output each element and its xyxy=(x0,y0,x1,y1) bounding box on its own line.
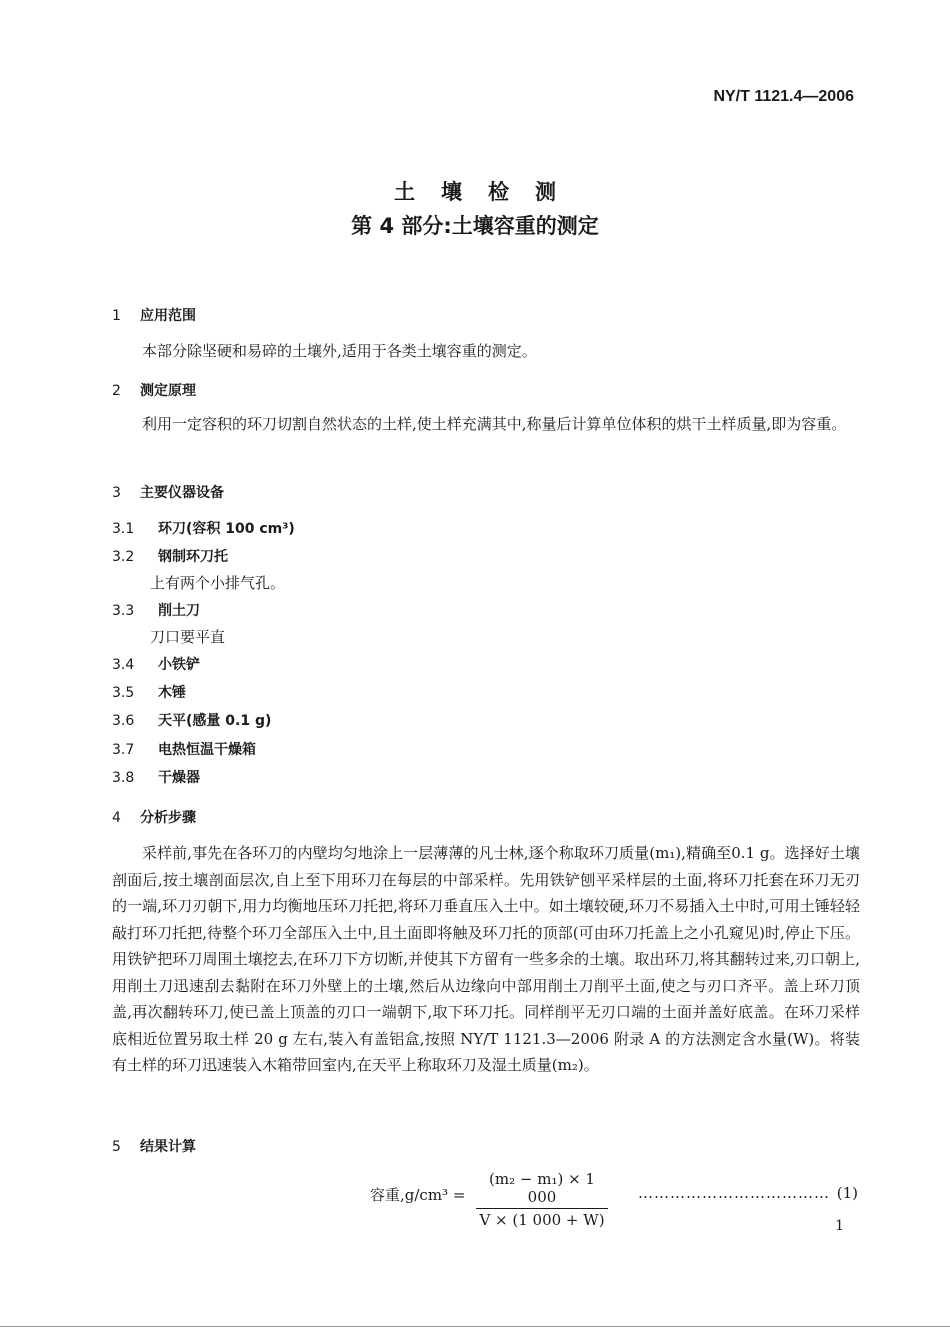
item-label: 钢制环刀托 xyxy=(158,549,228,565)
item-label: 电热恒温干燥箱 xyxy=(158,742,256,758)
item-3-2 xyxy=(112,546,228,566)
item-3-3-note: 刀口要平直 xyxy=(150,628,226,646)
section-title: 主要仪器设备 xyxy=(140,485,224,501)
item-3-8 xyxy=(112,767,200,787)
section-1-text: 本部分除坚硬和易碎的土壤外,适用于各类土壤容重的测定。 xyxy=(142,342,537,360)
item-label: 环刀(容积 100 cm³) xyxy=(158,521,295,537)
section-title: 分析步骤 xyxy=(140,810,196,826)
item-label: 削土刀 xyxy=(158,603,200,619)
formula-denominator: V × (1 000 + W) xyxy=(479,1211,605,1229)
section-2-text: 利用一定容积的环刀切割自然状态的土样,使土样充满其中,称量后计算单位体积的烘干土样质量,即为容重。 xyxy=(142,415,847,433)
section-title: 测定原理 xyxy=(140,383,196,399)
item-number: 3.2 xyxy=(112,549,135,565)
formula-numerator: (m₂ − m₁) × 1 000 xyxy=(476,1170,608,1209)
section-number: 4 xyxy=(112,810,121,826)
formula-leader-dots: ……………………………… xyxy=(638,1184,830,1202)
item-3-2-note: 上有两个小排气孔。 xyxy=(150,574,286,592)
item-label: 小铁铲 xyxy=(158,657,200,673)
item-number: 3.6 xyxy=(112,713,135,729)
section-3-heading xyxy=(112,482,224,502)
item-number: 3.3 xyxy=(112,603,135,619)
section-5-heading xyxy=(112,1136,196,1156)
equation-number: (1) xyxy=(836,1184,858,1202)
section-1-heading xyxy=(112,305,196,325)
item-label: 干燥器 xyxy=(158,770,200,786)
item-number: 3.4 xyxy=(112,657,135,673)
item-3-3 xyxy=(112,600,200,620)
section-4-heading xyxy=(112,807,196,827)
standard-code: NY/T 1121.4—2006 xyxy=(713,88,854,105)
item-number: 3.8 xyxy=(112,770,135,786)
item-number: 3.5 xyxy=(112,685,135,701)
item-label: 木锤 xyxy=(158,685,186,701)
item-number: 3.7 xyxy=(112,742,135,758)
document-subtitle: 第 4 部分:土壤容重的测定 xyxy=(351,214,599,238)
item-3-1 xyxy=(112,518,295,538)
section-title: 结果计算 xyxy=(140,1139,196,1155)
section-2-heading xyxy=(112,380,196,400)
item-3-6 xyxy=(112,710,271,730)
section-number: 2 xyxy=(112,383,121,399)
bottom-edge-line xyxy=(0,1326,950,1327)
item-label: 天平(感量 0.1 g) xyxy=(158,713,272,729)
item-3-7 xyxy=(112,739,256,759)
formula-fraction xyxy=(476,1170,608,1229)
document-title: 土壤检测 xyxy=(394,180,582,204)
formula-lhs: 容重,g/cm³ = xyxy=(370,1186,466,1204)
item-3-4 xyxy=(112,654,200,674)
item-3-5 xyxy=(112,682,186,702)
section-4-text: 采样前,事先在各环刀的内壁均匀地涂上一层薄薄的凡士林,逐个称取环刀质量(m₁),精确至0.1 g。选择好土壤剖面后,按土壤剖面层次,自上至下用环刀在每层的中部采样。先用铁铲刨平采样层的土面,将环刀托套在环刀无刃的一端,环刀刃朝下,用力均衡地压环刀托把,将环刀垂直压入土中。如土壤较硬,环刀不易插入土中时,可用土锤轻轻敲打环刀托把,待整个环刀全部压入土中,且土面即将触及环刀托的顶部(可由环刀托盖上之小孔窥见)时,停止下压。用铁铲把环刀周围土壤挖去,在环刀下方切断,并使其下方留有一些多余的土壤。取出环刀,将其翻转过来,刃口朝上,用削土刀迅速刮去黏附在环刀外壁上的土壤,然后从边缘向中部用削土刀削平土面,使之与刃口齐平。盖上环刀顶盖,再次翻转环刀,使已盖上顶盖的刃口一端朝下,取下环刀托。同样削平无刃口端的土面并盖好底盖。在环刀采样底相近位置另取土样 20 g 左右,装入有盖铝盒,按照 NY/T 1121.3—2006 附录 A 的方法测定含水量(W)。将装有土样的环刀迅速装入木箱带回室内,在天平上称取环刀及湿土质量(m₂)。 xyxy=(112,844,860,1074)
section-number: 3 xyxy=(112,485,121,501)
item-number: 3.1 xyxy=(112,521,135,537)
section-number: 5 xyxy=(112,1139,121,1155)
section-number: 1 xyxy=(112,308,121,324)
section-title: 应用范围 xyxy=(140,308,196,324)
page-number: 1 xyxy=(835,1218,844,1234)
